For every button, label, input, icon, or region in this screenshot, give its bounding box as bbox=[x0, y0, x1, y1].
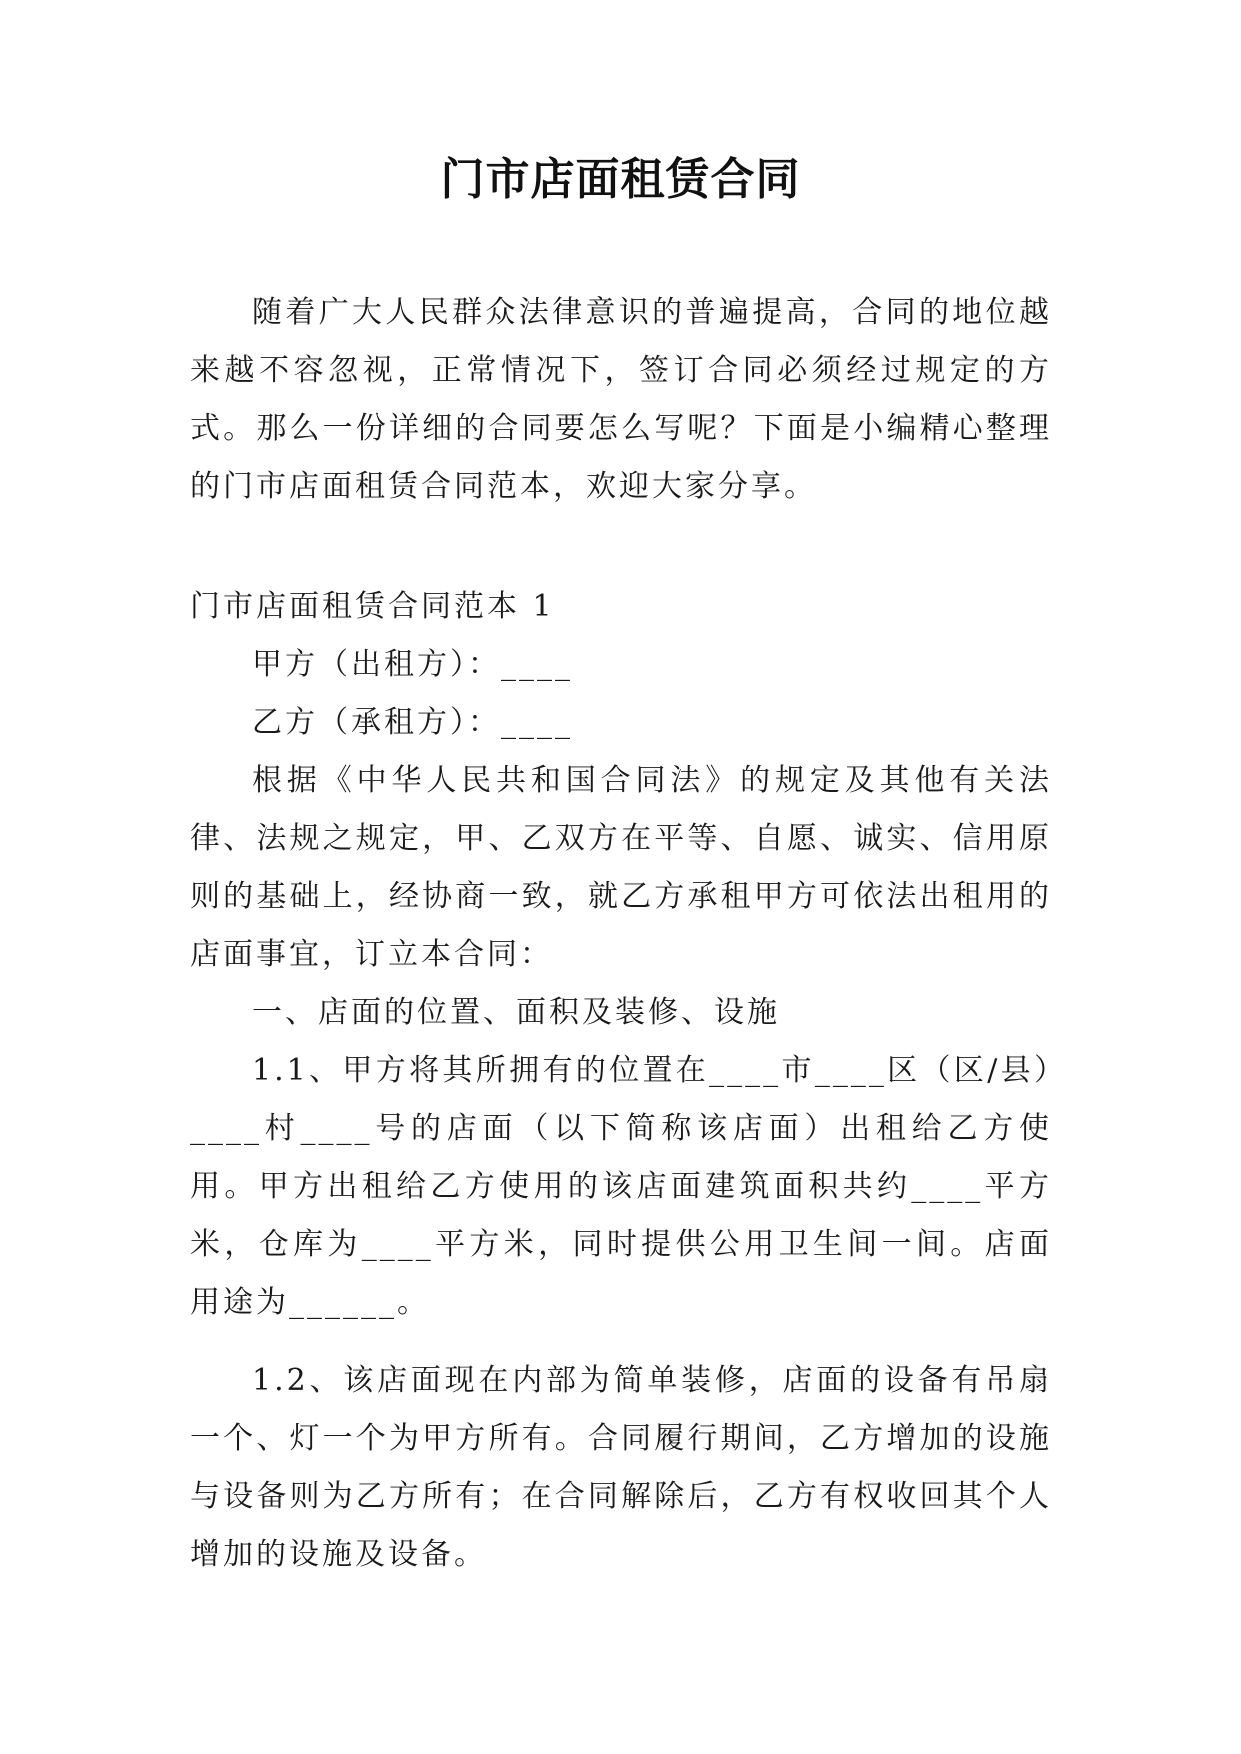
clause-1-1-paragraph: 1.1、甲方将其所拥有的位置在____市____区（区/县）____村____号的店面（以下简称该店面）出租给乙方使用。甲方出租给乙方使用的该店面建筑面积共约____平方米，仓库为____平方米，同时提供公用卫生间一间。店面用途为______。 bbox=[190, 1053, 1052, 1320]
intro-paragraph: 随着广大人民群众法律意识的普遍提高，合同的地位越来越不容忽视，正常情况下，签订合同必须经过规定的方式。那么一份详细的合同要怎么写呢？下面是小编精心整理的门市店面租赁合同范本，欢迎大家分享。 bbox=[190, 295, 1052, 504]
contract-body bbox=[190, 578, 1052, 1584]
preamble-paragraph: 根据《中华人民共和国合同法》的规定及其他有关法律、法规之规定，甲、乙双方在平等、自愿、诚实、信用原则的基础上，经协商一致，就乙方承租甲方可依法出租用的店面事宜，订立本合同： bbox=[190, 763, 1052, 972]
party-a-line: 甲方（出租方）：____ bbox=[252, 647, 573, 682]
document-title: 门市店面租赁合同 bbox=[440, 154, 801, 205]
section-title: 门市店面租赁合同范本 1 bbox=[190, 589, 555, 624]
intro-block bbox=[190, 284, 1052, 516]
clause-1-heading: 一、店面的位置、面积及装修、设施 bbox=[252, 995, 780, 1030]
paragraph-spacer bbox=[190, 1332, 1052, 1352]
clause-1-2-paragraph: 1.2、该店面现在内部为简单装修，店面的设备有吊扇一个、灯一个为甲方所有。合同履行期间，乙方增加的设施与设备则为乙方所有；在合同解除后，乙方有权收回其个人增加的设施及设备。 bbox=[190, 1363, 1052, 1572]
party-b-line: 乙方（承租方）：____ bbox=[252, 705, 573, 740]
